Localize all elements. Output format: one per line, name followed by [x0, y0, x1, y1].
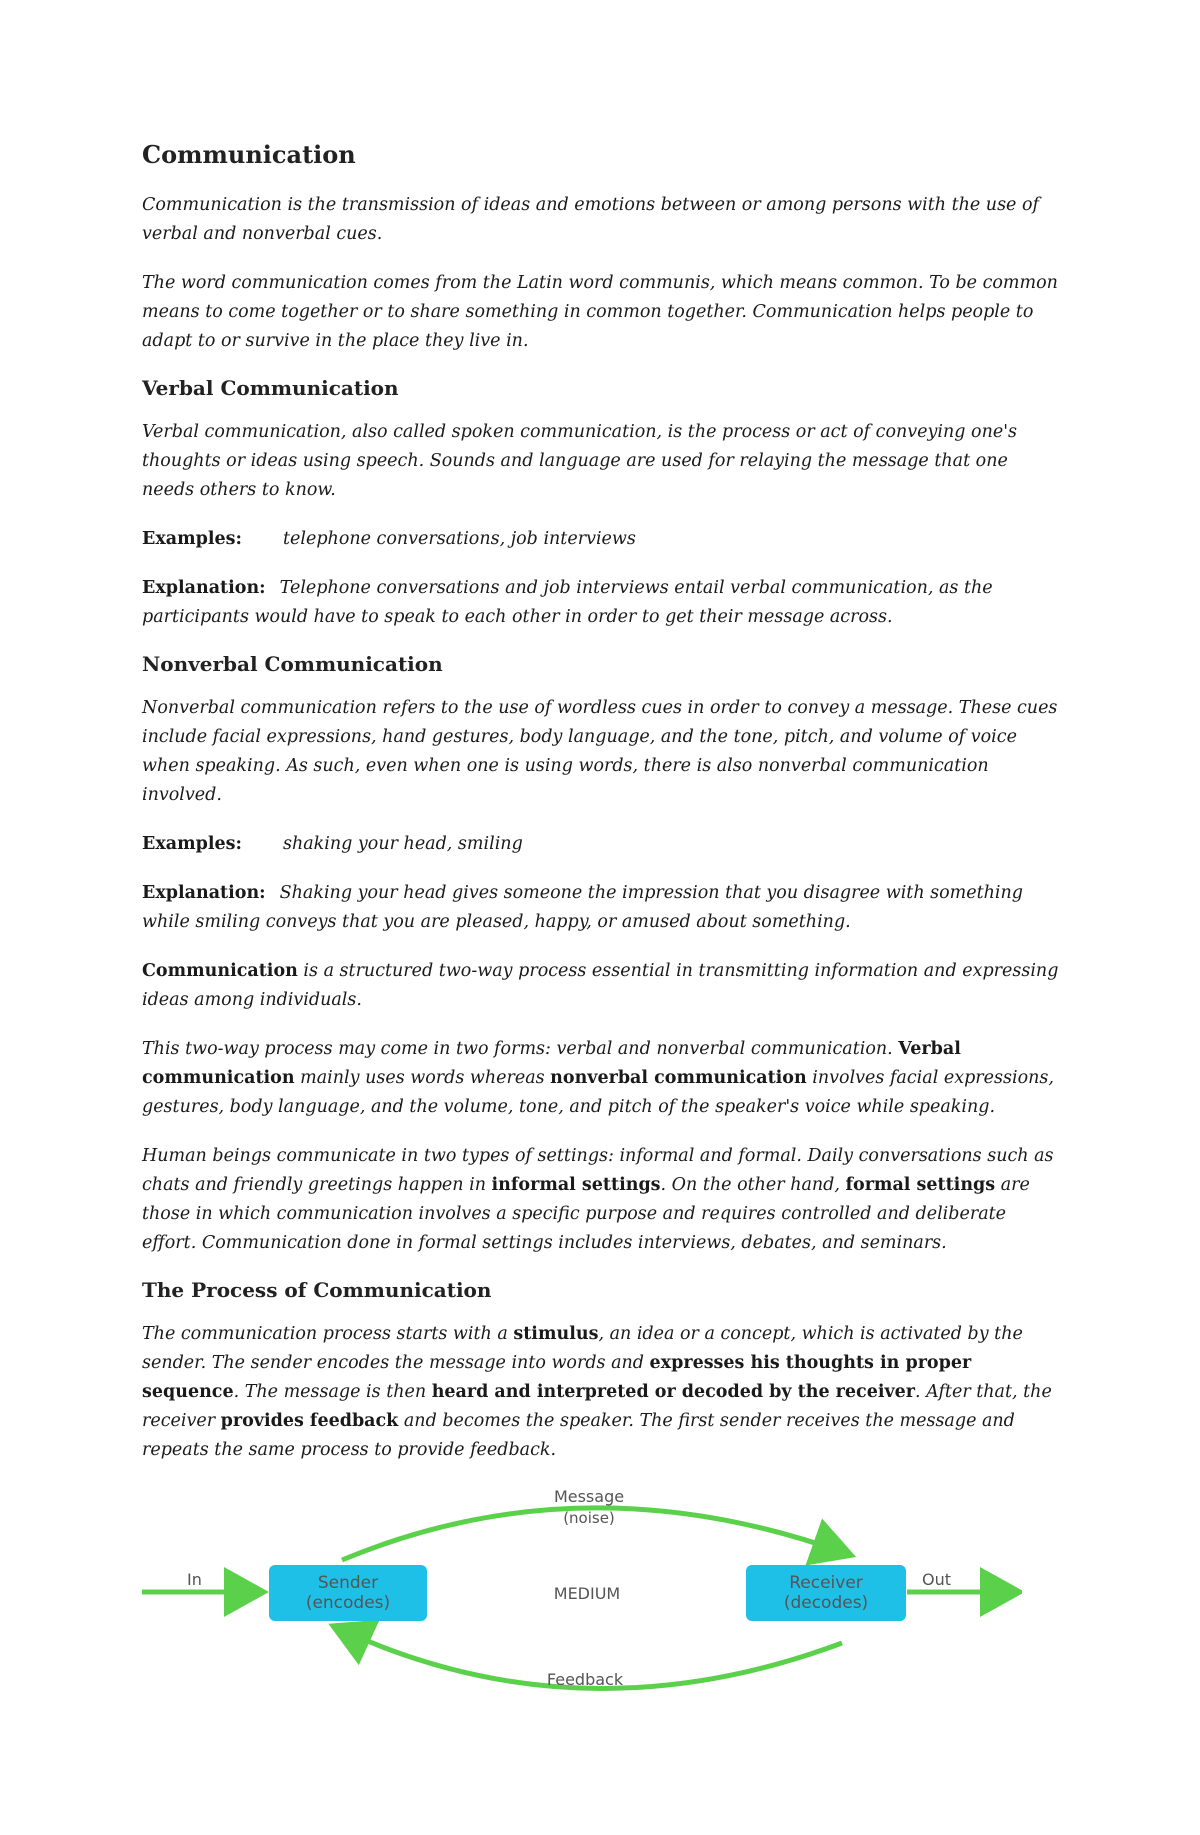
process-text: The communication process starts with a — [142, 1324, 514, 1344]
bold-term: Verbal communication — [142, 1039, 961, 1088]
bold-term: formal settings — [845, 1175, 996, 1195]
verbal-definition: Verbal communication, also called spoken communication, is the process or act of conveying one's thoughts or ideas using speech. Sounds and language are used for relaying the message that one needs others to know. — [142, 422, 1017, 500]
process-paragraph — [142, 1320, 1062, 1465]
communication-process-diagram — [142, 1480, 1022, 1700]
summary-text: mainly uses words whereas — [294, 1068, 551, 1088]
nonverbal-definition: Nonverbal communication refers to the use of wordless cues in order to convey a message. These cues include facial expressions, hand gestures, body language, and the tone, pitch, and volume of voice when speaking. As such, even when one is using words, there is also nonverbal communication involved. — [142, 698, 1058, 805]
summary-paragraph-3 — [142, 1142, 1062, 1258]
bold-term: expresses his thoughts in proper sequence — [142, 1353, 972, 1402]
receiver-label: Receiver — [789, 1573, 863, 1593]
verbal-explanation-text: Telephone conversations and job interviews entail verbal communication, as the participants would have to speak to each other in order to get their message across. — [142, 578, 993, 627]
summary-text: This two-way process may come in two forms: verbal and nonverbal communication. — [142, 1039, 899, 1059]
page-title: Communication — [142, 140, 356, 169]
process-heading: The Process of Communication — [142, 1278, 492, 1302]
nonverbal-heading: Nonverbal Communication — [142, 652, 443, 676]
process-text: . After that, the receiver — [142, 1382, 1052, 1431]
noise-label: (noise) — [563, 1509, 615, 1527]
summary-text: . On the other hand, — [660, 1175, 846, 1195]
out-label: Out — [922, 1570, 952, 1589]
verbal-examples-text: telephone conversations, job interviews — [283, 529, 636, 549]
receiver-sublabel: (decodes) — [783, 1593, 869, 1613]
medium-label: MEDIUM — [553, 1584, 621, 1603]
bold-term: informal settings — [491, 1175, 661, 1195]
nonverbal-examples-text: shaking your head, smiling — [283, 834, 523, 854]
sender-label: Sender — [317, 1573, 379, 1593]
bold-term: nonverbal communication — [550, 1068, 807, 1088]
summary-paragraph-2 — [142, 1035, 1062, 1122]
document-page — [142, 140, 1062, 1485]
process-text: , an idea or a concept, which is activated by the sender. The sender encodes the message into words and — [142, 1324, 1023, 1373]
intro-paragraph-1: Communication is the transmission of ideas and emotions between or among persons with the use of verbal and nonverbal cues. — [142, 195, 1039, 244]
summary-paragraph-1 — [142, 957, 1062, 1015]
message-label: Message — [553, 1487, 625, 1506]
verbal-examples-label: Examples: — [142, 529, 242, 549]
process-text: and becomes the speaker. The first sender receives the message and repeats the same process to provide feedback. — [142, 1411, 1015, 1460]
process-text: . The message is then — [233, 1382, 432, 1402]
summary-text: are those in which communication involves a specific purpose and requires controlled and deliberate effort. Communication done in formal settings includes interviews, debates, and seminars. — [142, 1175, 1030, 1253]
verbal-heading: Verbal Communication — [142, 376, 399, 400]
nonverbal-examples-label: Examples: — [142, 834, 242, 854]
in-label: In — [187, 1570, 202, 1589]
summary-text: Human beings communicate in two types of settings: informal and formal. Daily conversations such as chats and friendly greetings happen in — [142, 1146, 1054, 1195]
nonverbal-explanation-label: Explanation: — [142, 883, 266, 903]
bold-term: heard and interpreted or decoded by the receiver — [431, 1382, 915, 1402]
bold-term: Communication — [142, 961, 298, 981]
summary-text: involves facial expressions, gestures, body language, and the volume, tone, and pitch of the speaker's voice while speaking. — [142, 1068, 1054, 1117]
verbal-explanation — [142, 574, 1062, 632]
verbal-examples — [142, 525, 1062, 554]
diagram-svg — [142, 1480, 1022, 1700]
nonverbal-explanation-text: Shaking your head gives someone the impression that you disagree with something while smiling conveys that you are pleased, happy, or amused about something. — [142, 883, 1024, 932]
nonverbal-examples — [142, 830, 1062, 859]
nonverbal-explanation — [142, 879, 1062, 937]
summary-text: is a structured two-way process essential in transmitting information and expressing ideas among individuals. — [142, 961, 1059, 1010]
feedback-label: Feedback — [546, 1670, 624, 1689]
bold-term: stimulus — [513, 1324, 599, 1344]
intro-paragraph-2: The word communication comes from the Latin word communis, which means common. To be common means to come together or to share something in common together. Communication helps people to adapt to or survive in the place they live in. — [142, 273, 1058, 351]
verbal-explanation-label: Explanation: — [142, 578, 266, 598]
sender-sublabel: (encodes) — [305, 1593, 391, 1613]
bold-term: provides feedback — [220, 1411, 399, 1431]
